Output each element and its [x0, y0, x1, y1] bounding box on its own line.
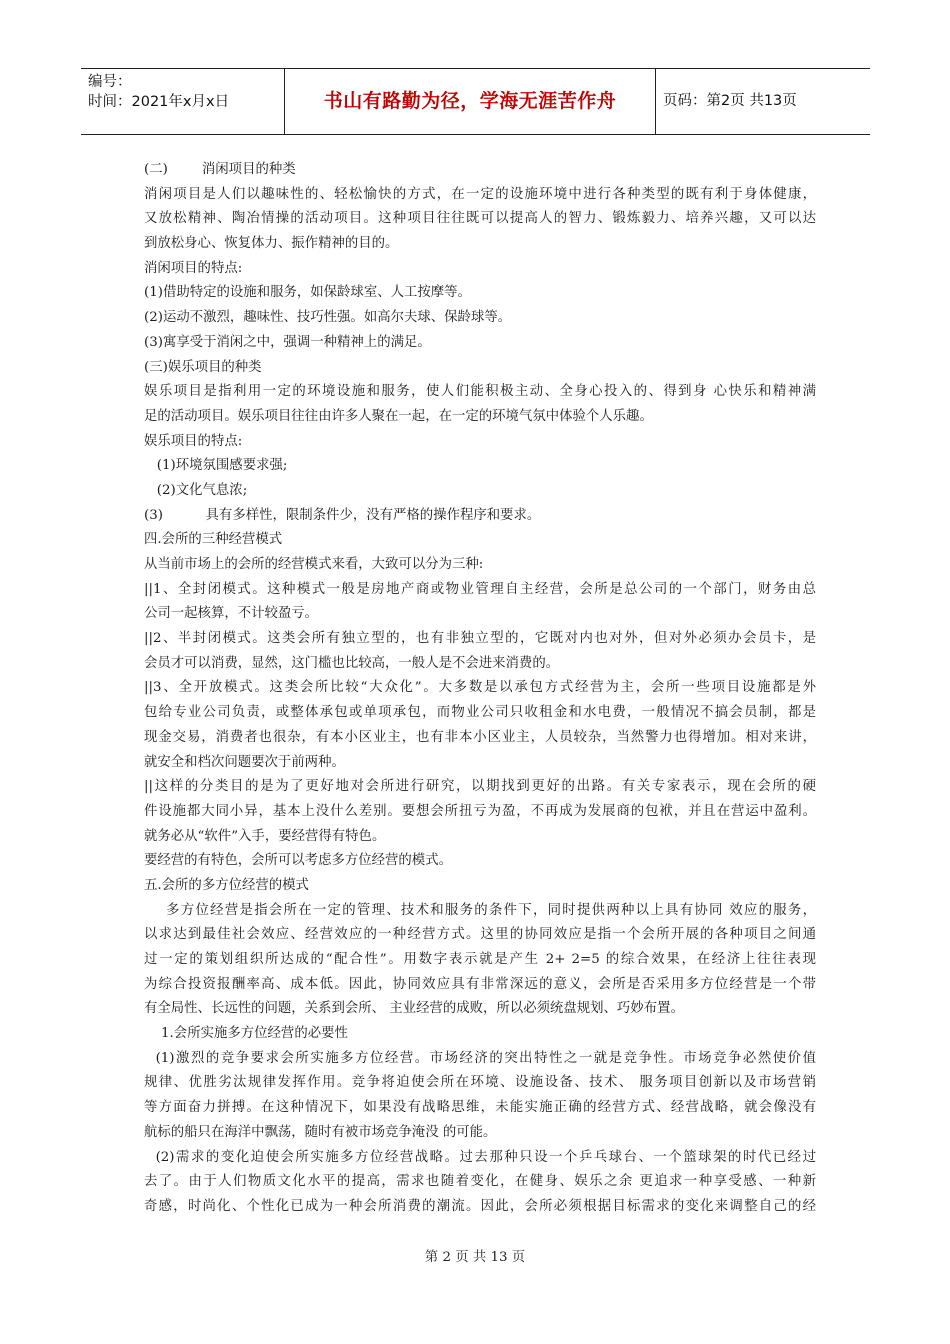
text-line: 以求达到最佳社会效应、经营效应的一种经营方式。这里的协同效应是指一个会所开展的各种项目之间通 — [144, 927, 816, 943]
document-body — [144, 158, 816, 1220]
text-line: 航标的船只在海洋中飘荡，随时有被市场竞争淹没 的可能。 — [144, 1124, 497, 1140]
text-line: 件设施都大同小异，基本上没什么差别。要想会所扭亏为盈，不再成为发展商的包袱，并且在营运中盈利。 — [144, 803, 816, 819]
text-line: 有全局性、长远性的问题，关系到会所、 主业经营的成败，所以必须统盘规划、巧妙布置。 — [144, 1001, 684, 1017]
text-line: 要经营的有特色，会所可以考虑多方位经营的模式。 — [144, 853, 452, 869]
text-line: 为综合投资报酬率高、成本低。因此，协同效应具有非常深远的意义，会所是否采用多方位经营是一个带 — [144, 976, 816, 992]
text-line: 就务必从“软件”入手，要经营得有特色。 — [144, 828, 386, 844]
text-line: 娱乐项目的特点: — [144, 433, 243, 449]
text-line: 会员才可以消费，显然，这门槛也比较高，一般人是不会进来消费的。 — [144, 655, 560, 671]
text-line: ||1、全封闭模式。这种模式一般是房地产商或物业管理自主经营，会所是总公司的一个部门，财务由总 — [144, 581, 816, 597]
text-line: 又放松精神、陶冶情操的活动项目。这种项目往往既可以提高人的智力、锻炼毅力、培养兴趣，又可以达 — [144, 211, 816, 227]
text-line: ||3、全开放模式。这类会所比较“大众化”。大多数是以承包方式经营为主，会所一些项目设施都是外 — [144, 680, 816, 696]
text-line: 现金交易，消费者也很杂，有本小区业主，也有非本小区业主，人员较杂，当然警力也得增加。相对来讲， — [144, 729, 816, 745]
text-line: 到放松身心、恢复体力、振作精神的目的。 — [144, 236, 399, 252]
text-line: (3)寓享受于消闲之中，强调一种精神上的满足。 — [144, 334, 431, 350]
text-line: 就安全和档次问题要次于前两种。 — [144, 754, 345, 770]
text-line: (2)需求的变化迫使会所实施多方位经营战略。过去那种只设一个乒乓球台、一个篮球架的时代已经过 — [144, 1149, 816, 1165]
page-footer: 第 2 页 共 13 页 — [424, 1250, 526, 1265]
text-line: ||这样的分类目的是为了更好地对会所进行研究，以期找到更好的出路。有关专家表示，现在会所的硬 — [144, 779, 816, 795]
number-label: 编号： — [88, 74, 132, 90]
text-line: 等方面奋力拼搏。在这种情况下，如果没有战略思维，未能实施正确的经营方式、经营战略，就会像没有 — [144, 1100, 816, 1116]
header-meta — [88, 72, 229, 112]
document-header — [81, 68, 870, 135]
text-line: ||2、半封闭模式。这类会所有独立型的，也有非独立型的，它既对内也对外，但对外必须办会员卡，是 — [144, 631, 816, 647]
text-line: (2)文化气息浓; — [144, 482, 248, 498]
text-line: (1)环境氛围感要求强; — [144, 458, 288, 474]
header-page-info: 页码：第2页 共13页 — [663, 93, 797, 109]
time-label: 时间：2021年x月x日 — [88, 94, 230, 110]
text-line: 多方位经营是指会所在一定的管理、技术和服务的条件下，同时提供两种以上具有协同 效应的服务， — [144, 902, 816, 918]
text-line: 消闲项目是人们以趣味性的、轻松愉快的方式，在一定的设施环境中进行各种类型的既有利于身体健康， — [144, 186, 816, 202]
text-line: 1.会所实施多方位经营的必要性 — [144, 1026, 348, 1042]
text-line: 去了。由于人们物质文化水平的提高，需求也随着变化，在健身、娱乐之余 更追求一种享受感、一种新 — [144, 1174, 816, 1190]
text-line: 规律、优胜劣汰规律发挥作用。竞争将迫使会所在环境、设施设备、技术、 服务项目创新以及市场营销 — [144, 1075, 816, 1091]
text-line: 娱乐项目是指利用一定的环境设施和服务，使人们能积极主动、全身心投入的、得到身 心快乐和精神满 — [144, 384, 816, 400]
text-line: 足的活动项目。娱乐项目往往由许多人聚在一起，在一定的环境气氛中体验个人乐趣。 — [144, 408, 653, 424]
text-line: 消闲项目的特点: — [144, 260, 243, 276]
text-line: 奇感，时尚化、个性化已成为一种会所消费的潮流。因此，会所必须根据目标需求的变化来调整自己的经 — [144, 1198, 816, 1214]
text-line: 四.会所的三种经营模式 — [144, 532, 283, 548]
header-divider — [655, 69, 656, 134]
text-line: 五.会所的多方位经营的模式 — [144, 877, 309, 893]
text-line: 公司一起核算，不计较盈亏。 — [144, 606, 319, 622]
text-line: (三)娱乐项目的种类 — [144, 359, 262, 375]
text-line: (1)借助特定的设施和服务，如保龄球室、人工按摩等。 — [144, 285, 471, 301]
text-line: (3) 具有多样性，限制条件少，没有严格的操作程序和要求。 — [144, 507, 541, 523]
text-line: 包给专业公司负责，或整体承包或单项承包，而物业公司只收租金和水电费，一般情况不搞会员制，都是 — [144, 705, 816, 721]
text-line: (2)运动不激烈，趣味性、技巧性强。如高尔夫球、保龄球等。 — [144, 310, 512, 326]
text-line: (二) 消闲项目的种类 — [144, 162, 296, 177]
text-line: (1)激烈的竞争要求会所实施多方位经营。市场经济的突出特性之一就是竞争性。市场竞争必然使价值 — [144, 1050, 816, 1066]
text-line: 过一定的策划组织所达成的“配合性”。用数字表示就是产生 2+ 2=5 的综合效果，在经济上往往表现 — [144, 952, 816, 967]
text-line: 从当前市场上的会所的经营模式来看，大致可以分为三种: — [144, 557, 484, 572]
header-motto: 书山有路勤为径，学海无涯苦作舟 — [323, 90, 617, 112]
